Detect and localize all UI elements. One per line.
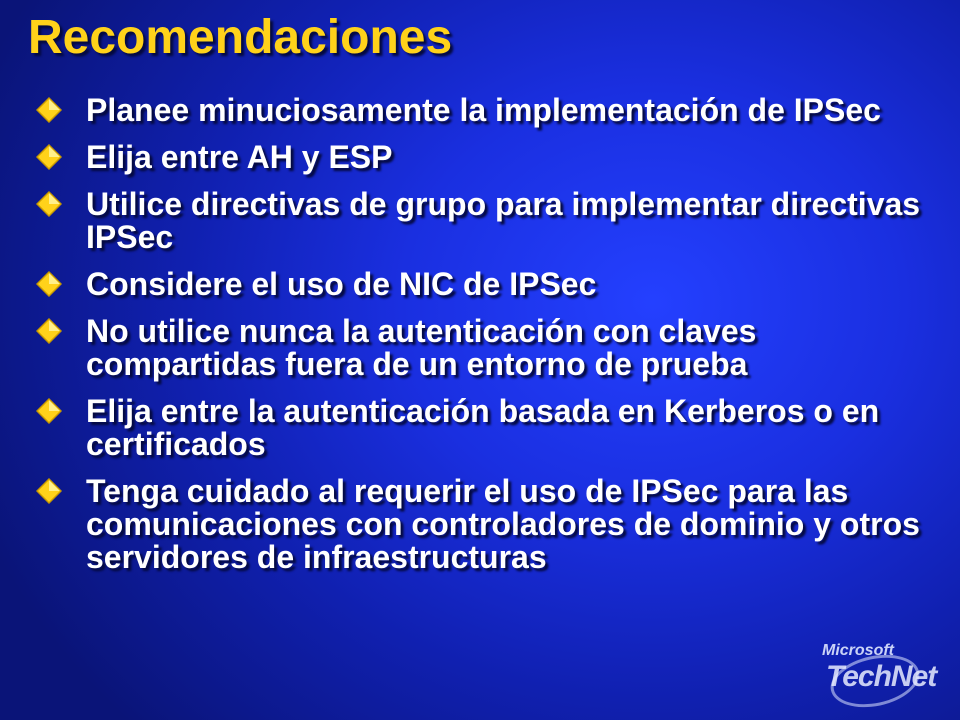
bullet-text: Elija entre la autenticación basada en Kerberos o en certificados (86, 393, 880, 462)
diamond-bullet-icon (34, 316, 64, 346)
bullet-item (30, 188, 950, 254)
bullet-item (30, 141, 950, 174)
bullet-list (30, 94, 950, 588)
bullet-text: Utilice directivas de grupo para implementar directivas IPSec (86, 186, 921, 255)
diamond-bullet-icon (34, 396, 64, 426)
diamond-bullet-icon (34, 476, 64, 506)
logo-brand: Microsoft (822, 642, 894, 659)
technet-logo (822, 640, 942, 706)
bullet-text: Planee minuciosamente la implementación de IPSec (86, 92, 881, 128)
diamond-bullet-icon (34, 142, 64, 172)
bullet-text: Tenga cuidado al requerir el uso de IPSec para las comunicaciones con controladores de dominio y otros servidores de infraestructuras (86, 473, 920, 575)
diamond-bullet-icon (34, 269, 64, 299)
logo-product: TechNet (826, 660, 937, 693)
bullet-item (30, 315, 950, 381)
bullet-item (30, 94, 950, 127)
slide-title: Recomendaciones (28, 11, 453, 64)
bullet-text: Considere el uso de NIC de IPSec (86, 266, 597, 302)
bullet-text: No utilice nunca la autenticación con claves compartidas fuera de un entorno de prueba (86, 313, 757, 382)
diamond-bullet-icon (34, 95, 64, 125)
bullet-item (30, 268, 950, 301)
diamond-bullet-icon (34, 189, 64, 219)
bullet-item (30, 395, 950, 461)
bullet-text: Elija entre AH y ESP (86, 139, 393, 175)
bullet-item (30, 475, 950, 574)
